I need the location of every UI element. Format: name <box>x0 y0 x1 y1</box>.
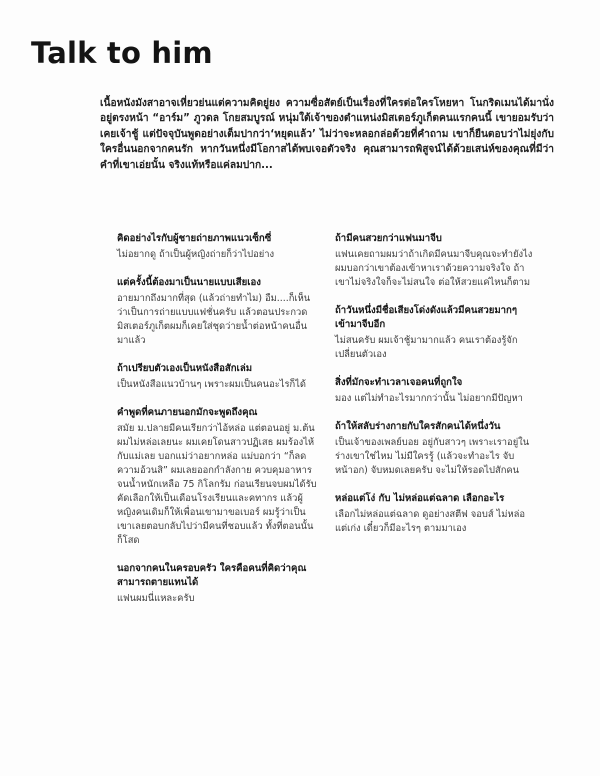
right-column <box>335 232 535 550</box>
answer: เป็นเจ้าของเพลย์บอย อยู่กับสาวๆ เพราะเราอยู่ในร่างเขาใช่ไหม ไม่มีใครรู้ (แล้วจะทำอะไร จับหน้าอก) จับหมดเลยครับ จะไม่ให้รอดไปสักคน <box>335 437 530 476</box>
qa-item <box>335 492 535 536</box>
qa-item <box>117 232 317 262</box>
qa-item <box>335 304 535 362</box>
question: ถ้ามีคนสวยกว่าแฟนมาจีบ <box>335 233 442 244</box>
question: ถ้าเปรียบตัวเองเป็นหนังสือสักเล่ม <box>117 363 253 374</box>
answer: ไม่อยากดู ถ้าเป็นผู้หญิงถ่ายก็ว่าไปอย่าง <box>117 249 275 260</box>
question: สิ่งที่มักจะทำเวลาเจอคนที่ถูกใจ <box>335 377 463 388</box>
question: หล่อแต่โง่ กับ ไม่หล่อแต่ฉลาด เลือกอะไร <box>335 493 505 504</box>
answer: สมัย ม.ปลายมีคนเรียกว่าไอ้หล่อ แต่ตอนอยู่ ม.ต้น ผมไม่หล่อเลยนะ ผมเคยโดนสาวปฏิเสธ ผมร้องไห้กับแม่เลย บอกแม่ว่าอยากหล่อ แม่บอกว่า “ก็ลดความอ้วนสิ” ผมเลยออกกำลังกาย ควบคุมอาหาร จนน้ำหนักเหลือ 75 กิโลกรัม ก่อนเรียนจบผมได้รับคัดเลือกให้เป็นเดือนโรงเรียนและคทากร แล้วผู้หญิงคนเดิมก็ให้เพื่อนเขามาขอเบอร์ ผมรู้ว่าเป็นเขาเลยตอบกลับไปว่ามีคนที่ชอบแล้ว ทั้งที่ตอนนั้นก็โสด <box>117 423 317 546</box>
qa-item <box>117 406 317 548</box>
question: นอกจากคนในครอบครัว ใครคือคนที่คิดว่าคุณสามารถตายแทนได้ <box>117 563 307 588</box>
qa-item <box>335 420 535 478</box>
answer: ไม่สนครับ ผมเจ้าชู้มามากแล้ว คนเราต้องรู้จักเปลี่ยนตัวเอง <box>335 335 518 360</box>
page-title: Talk to him <box>31 36 213 70</box>
qa-item <box>117 562 317 606</box>
question: คำพูดที่คนภายนอกมักจะพูดถึงคุณ <box>117 407 258 418</box>
answer: มอง แต่ไม่ทำอะไรมากกว่านั้น ไม่อยากมีปัญหา <box>335 393 523 404</box>
question: ถ้าให้สลับร่างกายกับใครสักคนได้หนึ่งวัน <box>335 421 501 432</box>
answer: เป็นหนังสือแนวบ้านๆ เพราะผมเป็นคนอะไรก็ได้ <box>117 379 306 390</box>
qa-item <box>117 362 317 392</box>
qa-item <box>335 232 535 290</box>
answer: แฟนเคยถามผมว่าถ้าเกิดมีคนมาจีบคุณจะทำยังไง ผมบอกว่าเขาต้องเข้าหาเราด้วยความจริงใจ ถ้าเขาไม่จริงใจก็จะไม่สนใจ ต่อให้สวยแค่ไหนก็ตาม <box>335 249 533 288</box>
qa-item <box>335 376 535 406</box>
answer: เลือกไม่หล่อแต่ฉลาด ดูอย่างสตีฟ จอบส์ ไม่หล่อแต่เก่ง เดี๋ยวก็มีอะไรๆ ตามมาเอง <box>335 509 526 534</box>
left-column <box>117 232 317 620</box>
answer: แฟนผมนี่แหละครับ <box>117 593 195 604</box>
answer: อายมากถึงมากที่สุด (แล้วถ่ายทำไม) อืม....ก็เห็นว่าเป็นการถ่ายแบบแฟชั่นครับ แล้วตอนประกวดมิสเตอร์ภูเก็ตผมก็เคยใส่ชุดว่ายน้ำต่อหน้าคนอื่นมาแล้ว <box>117 293 311 346</box>
question: แต่ครั้งนี้ต้องมาเป็นนายแบบเสียเอง <box>117 277 261 288</box>
qa-item <box>117 276 317 348</box>
question: คิดอย่างไรกับผู้ชายถ่ายภาพแนวเซ็กซี่ <box>117 233 272 244</box>
intro-paragraph: เนื้อหนังมังสาอาจเหี่ยวย่นแต่ความคิดยู่ยง ความซื่อสัตย์เป็นเรื่องที่ใครต่อใครโหยหา โนกริดเมนได้มานั่งอยู่ตรงหน้า “อาร์ม” ภูวดล โกยสมบูรณ์ หนุ่มใต้เจ้าของตำแหน่งมิสเตอร์ภูเก็ตคนแรกคนนี้ เขายอมรับว่าเคยเจ้าชู้ แต่ปัจจุบันพูดอย่างเต็มปากว่า‘หยุดแล้ว’ ไม่ว่าจะหลอกล่อด้วยที่คำถาม เขาก็ยืนตอบว่าไม่ยุ่งกับใครอื่นนอกจากคนรัก หากวันหนึ่งมีโอกาสได้พบเจอตัวจริง คุณสามารถพิสูจน์ได้ด้วยเสน่ห์ของคุณที่มีว่าคำที่เขาเอ่ยนั้น จริงแท้หรือแค่ลมปาก... <box>100 98 554 171</box>
question: ถ้าวันหนึ่งมีชื่อเสียงโด่งดังแล้วมีคนสวยมากๆ เข้ามาจีบอีก <box>335 305 518 330</box>
